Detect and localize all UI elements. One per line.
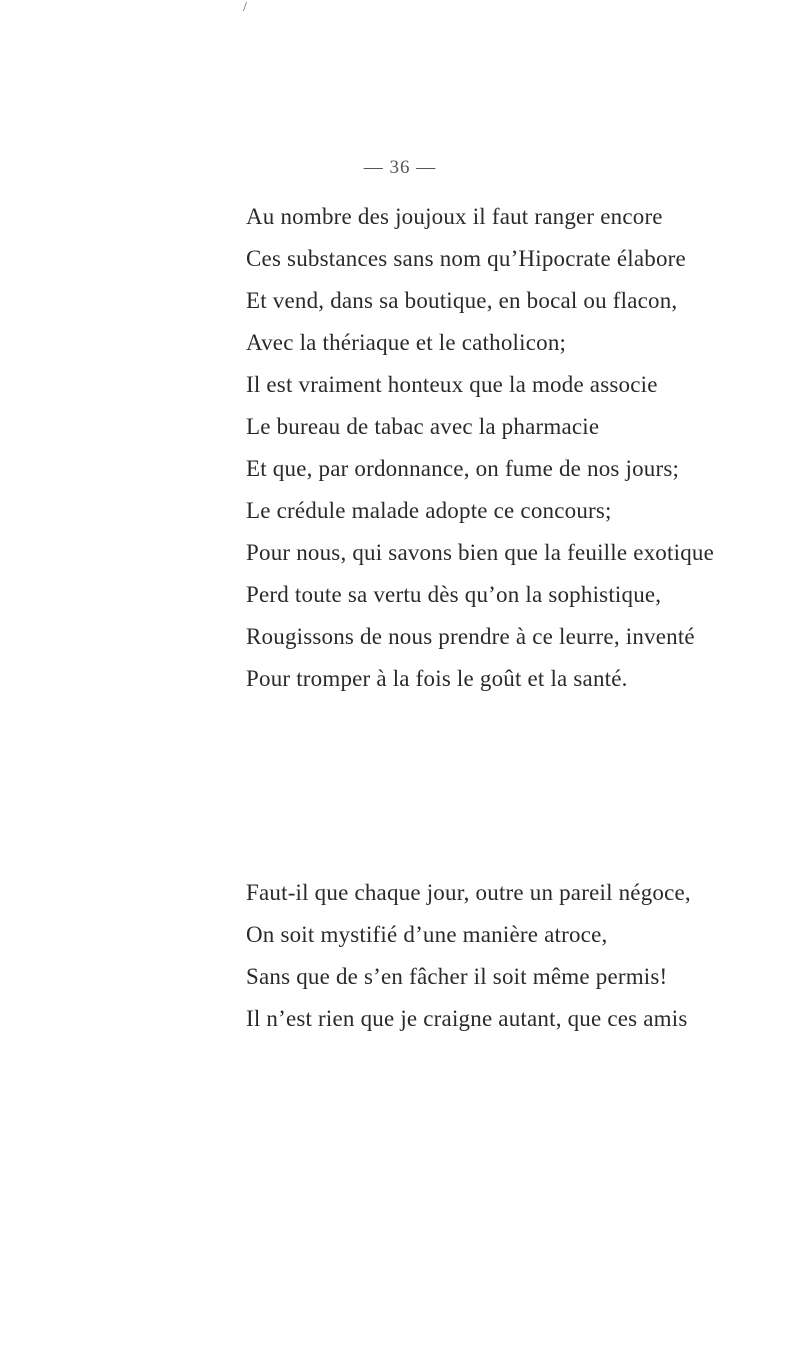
stanza-2 xyxy=(246,872,786,1040)
verse-line: Et vend, dans sa boutique, en bocal ou flacon, xyxy=(246,288,678,313)
verse-line: Il n’est rien que je craigne autant, que ces amis xyxy=(246,1006,688,1031)
verse-line: Et que, par ordonnance, on fume de nos jours; xyxy=(246,456,680,481)
top-pencil-mark: / xyxy=(243,0,247,15)
verse-line: Pour tromper à la fois le goût et la santé. xyxy=(246,666,628,691)
verse-line: Au nombre des joujoux il faut ranger encore xyxy=(246,204,663,229)
verse-line: On soit mystifié d’une manière atroce, xyxy=(246,922,608,947)
verse-line: Le bureau de tabac avec la pharmacie xyxy=(246,414,600,439)
verse-line: Pour nous, qui savons bien que la feuille exotique xyxy=(246,540,715,565)
verse-line: Perd toute sa vertu dès qu’on la sophistique, xyxy=(246,582,662,607)
verse-line: Sans que de s’en fâcher il soit même permis! xyxy=(246,964,668,989)
verse-line: Le crédule malade adopte ce concours; xyxy=(246,498,612,523)
page-number: — 36 — xyxy=(363,157,437,178)
verse-line: Ces substances sans nom qu’Hipocrate élabore xyxy=(246,246,686,271)
verse-line: Il est vraiment honteux que la mode associe xyxy=(246,372,658,397)
stanza-1 xyxy=(246,196,786,700)
verse-line: Faut-il que chaque jour, outre un pareil négoce, xyxy=(246,880,691,905)
verse-line: Avec la thériaque et le catholicon; xyxy=(246,330,567,355)
verse-line: Rougissons de nous prendre à ce leurre, inventé xyxy=(246,624,695,649)
